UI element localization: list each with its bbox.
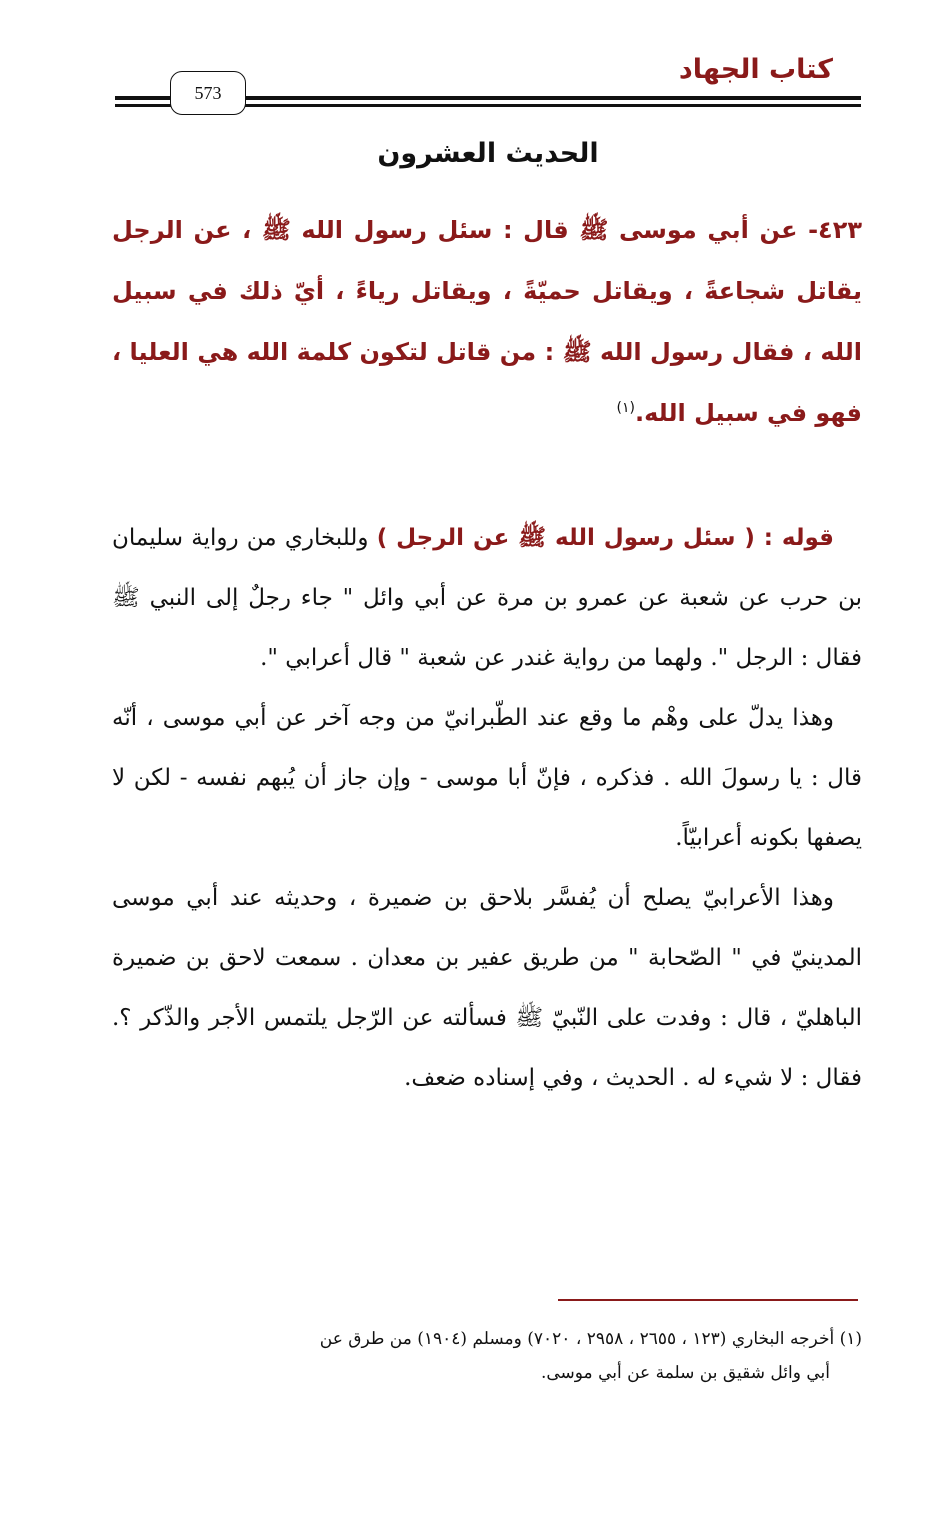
footnote-reference: (١) <box>616 400 635 416</box>
page-number: 573 <box>170 71 246 115</box>
book-title: كتاب الجهاد <box>678 54 833 85</box>
commentary-paragraph-3: وهذا الأعرابيّ يصلح أن يُفسَّر بلاحق بن ضميرة ، وحديثه عند أبي موسى المدينيّ في " الصّحابة " من طريق عفير بن معدان . سمعت لاحق بن ضميرة الباهليّ ، قال : وفدت على النّبيّ ﷺ فسألته عن الرّجل يلتمس الأجر والذّكر ؟. فقال : لا شيء له . الحديث ، وفي إسناده ضعف. <box>112 885 862 1091</box>
footnote-line-2: أبي وائل شقيق بن سلمة عن أبي موسى. <box>540 1363 830 1383</box>
hadith-body: ٤٢٣- عن أبي موسى ﷺ قال : سئل رسول الله ﷺ ، عن الرجل يقاتل شجاعةً ، ويقاتل حميّةً ، ويقاتل رياءً ، أيّ ذلك في سبيل الله ، فقال رسول الله ﷺ : من قاتل لتكون كلمة الله هي العليا ، فهو في سبيل الله. <box>112 216 862 427</box>
footnote-line-1: (١) أخرجه البخاري (١٢٣ ، ٢٦٥٥ ، ٢٩٥٨ ، ٧٠٢٠) ومسلم (١٩٠٤) من طرق عن <box>319 1329 862 1349</box>
hadith-text <box>112 200 862 444</box>
commentary-quoted-phrase: قوله : ( سئل رسول الله ﷺ عن الرجل ) <box>376 525 834 551</box>
commentary-paragraph-1-text: وللبخاري من رواية سليمان بن حرب عن شعبة عن عمرو بن مرة عن أبي وائل " جاء رجلٌ إلى النبي ﷺ فقال : الرجل ". ولهما من رواية غندر عن شعبة " قال أعرابي ". <box>112 525 862 671</box>
commentary <box>112 508 862 1108</box>
commentary-paragraph-2: وهذا يدلّ على وهْم ما وقع عند الطّبرانيّ من وجه آخر عن أبي موسى ، أنّه قال : يا رسولَ الله . فذكره ، فإنّ أبا موسى - وإن جاز أن يُبهم نفسه - لكن لا يصفها بكونه أعرابيّاً. <box>112 705 862 851</box>
footnote <box>112 1322 862 1390</box>
footnote-separator <box>558 1299 858 1301</box>
section-heading: الحديث العشرون <box>377 138 599 169</box>
commentary-paragraph-1 <box>112 508 862 688</box>
